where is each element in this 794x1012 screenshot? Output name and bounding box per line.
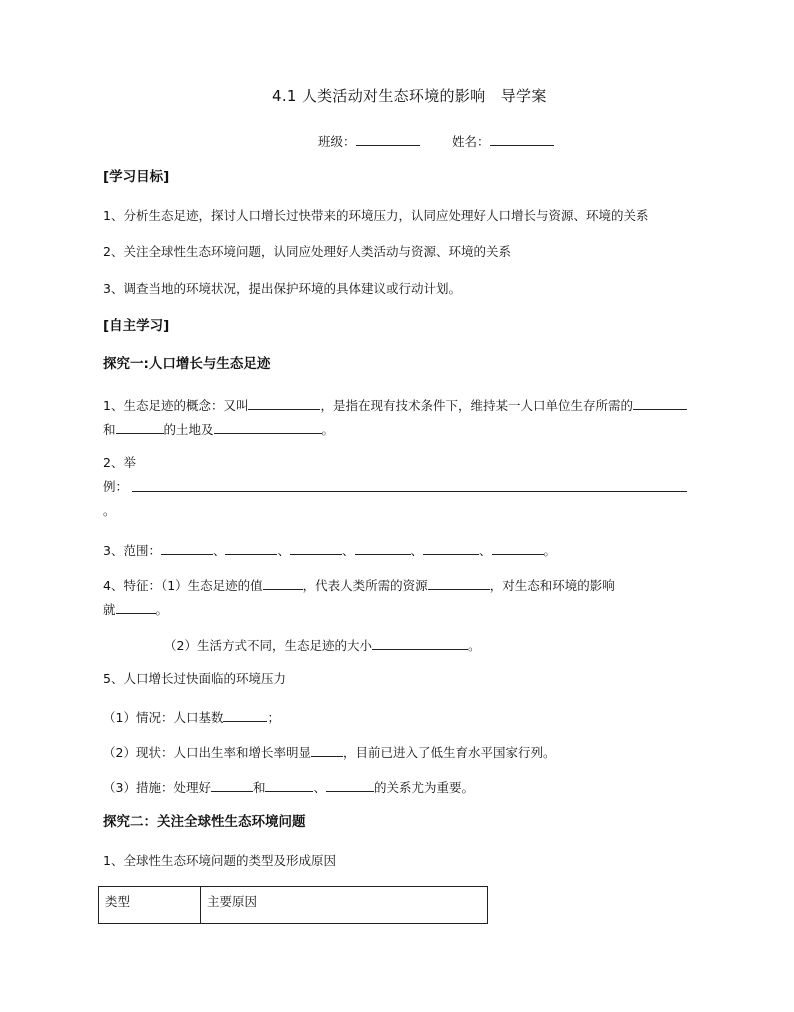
measure-blank-3[interactable] xyxy=(326,779,374,792)
section2-q1: 1、全球性生态环境问题的类型及形成原因 xyxy=(103,853,336,868)
q1-line2: 和 的土地及 。 xyxy=(103,422,335,437)
q1-line1: 1、生态足迹的概念：又叫 ，是指在现有技术条件下，维持某一人口单位生存所需的 xyxy=(103,397,687,413)
scope-blank[interactable] xyxy=(161,542,213,555)
problem-type-table xyxy=(98,886,488,924)
resource-blank[interactable] xyxy=(633,397,687,410)
footprint-value-blank[interactable] xyxy=(263,577,303,590)
measure-blank-1[interactable] xyxy=(211,779,253,792)
name-field xyxy=(452,133,554,149)
objective-item: 3、调查当地的环境状况，提出保护环境的具体建议或行动计划。 xyxy=(103,281,461,296)
ecological-footprint-alias-blank[interactable] xyxy=(248,397,320,410)
resource-amount-blank[interactable] xyxy=(428,577,490,590)
scope-blank[interactable] xyxy=(225,542,277,555)
q2-end: 。 xyxy=(103,503,116,518)
scope-blank[interactable] xyxy=(355,542,411,555)
q5-situation: （1）情况：人口基数 ； xyxy=(103,710,280,725)
table-divider xyxy=(200,887,201,923)
area-blank[interactable] xyxy=(214,421,322,434)
objective-item: 1、分析生态足迹，探讨人口增长过快带来的环境压力，认同应处理好人口增长与资源、环境的关系 xyxy=(103,208,649,223)
scope-blank[interactable] xyxy=(423,542,479,555)
class-field xyxy=(318,133,420,149)
name-blank[interactable] xyxy=(490,133,554,146)
scope-blank[interactable] xyxy=(290,542,342,555)
table-header-type: 类型 xyxy=(105,894,131,909)
q2-line2: 例： xyxy=(103,479,129,494)
q5-status: （2）现状：人口出生率和增长率明显 ，目前已进入了低生育水平国家行列。 xyxy=(103,745,556,760)
class-label: 班级： xyxy=(318,134,356,149)
q4-line1: 4、特征：（1）生态足迹的值 ，代表人类所需的资源 ，对生态和环境的影响 xyxy=(103,578,615,593)
birth-rate-blank[interactable] xyxy=(311,744,343,757)
table-header-cause: 主要原因 xyxy=(207,894,258,909)
impact-blank[interactable] xyxy=(116,601,156,614)
q2-line1: 2、举 xyxy=(103,455,136,470)
example-blank[interactable] xyxy=(132,491,687,492)
q5-measures: （3）措施：处理好 和 、 的关系尤为重要。 xyxy=(103,780,475,795)
page-title: 4.1 人类活动对生态环境的影响 导学案 xyxy=(272,87,547,105)
q3-line: 3、范围： 、 、 、 、 、 。 xyxy=(103,543,557,558)
q4-line3: （2）生活方式不同，生态足迹的大小 。 xyxy=(164,638,481,653)
scope-blank[interactable] xyxy=(492,542,544,555)
section2-heading: 探究二：关注全球性生态环境问题 xyxy=(103,814,306,830)
objective-item: 2、关注全球性生态环境问题，认同应处理好人类活动与资源、环境的关系 xyxy=(103,244,511,259)
section1-heading: 探究一:人口增长与生态足迹 xyxy=(103,356,271,372)
objectives-heading: [学习目标] xyxy=(103,169,170,185)
q4-line2: 就 。 xyxy=(103,602,169,617)
name-label: 姓名： xyxy=(452,134,490,149)
q5-heading: 5、人口增长过快面临的环境压力 xyxy=(103,671,286,686)
population-base-blank[interactable] xyxy=(223,709,267,722)
class-blank[interactable] xyxy=(356,133,420,146)
waste-blank[interactable] xyxy=(116,421,164,434)
self-study-heading: [自主学习] xyxy=(103,318,170,334)
measure-blank-2[interactable] xyxy=(265,779,313,792)
lifestyle-blank[interactable] xyxy=(372,637,468,650)
